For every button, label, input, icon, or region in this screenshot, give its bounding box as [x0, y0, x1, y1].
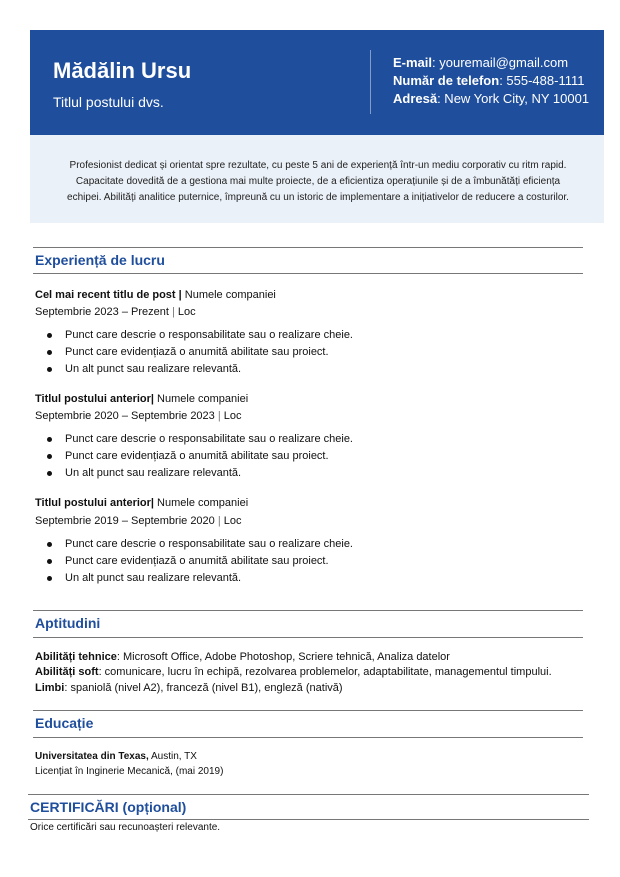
skill-label: Abilități soft: [35, 666, 99, 678]
skill-value: : spaniolă (nivel A2), franceză (nivel B1), engleză (nativă): [64, 682, 343, 694]
section-rule: [33, 273, 583, 274]
section-rule: [28, 794, 589, 795]
address-value: : New York City, NY 10001: [437, 91, 590, 106]
job-company: Numele companiei: [181, 289, 276, 301]
job-heading: [35, 393, 248, 405]
job-bullets: [35, 327, 353, 378]
section-rule: [28, 819, 589, 820]
pipe-divider: |: [217, 515, 221, 527]
bullet-icon: [47, 471, 52, 476]
bullet-icon: [47, 542, 52, 547]
contact-email: [393, 54, 589, 72]
job-position: Titlul postului anterior|: [35, 497, 154, 509]
list-item: [35, 327, 353, 344]
school-name: Universitatea din Texas,: [35, 751, 149, 762]
pipe-divider: |: [217, 410, 221, 422]
header-band: [30, 30, 604, 135]
section-rule: [33, 610, 583, 611]
job-location: Loc: [220, 410, 242, 422]
job-dates: [35, 515, 242, 527]
address-label: Adresă: [393, 91, 438, 106]
skill-value: : Microsoft Office, Adobe Photoshop, Scriere tehnică, Analiza datelor: [116, 651, 450, 663]
bullet-icon: [47, 350, 52, 355]
job-heading: [35, 497, 248, 509]
list-item: [35, 553, 353, 570]
job-location: Loc: [174, 306, 196, 318]
education-degree: Licențiat în Inginerie Mecanică, (mai 2019): [35, 766, 224, 777]
bullet-text: Un alt punct sau realizare relevantă.: [65, 572, 242, 584]
list-item: [35, 570, 353, 587]
skill-line-soft: [35, 666, 552, 678]
list-item: [35, 536, 353, 553]
bullet-text: Punct care evidențiază o anumită abilitate sau proiect.: [65, 555, 329, 567]
job-dates: [35, 306, 196, 318]
job-date-range: Septembrie 2023 – Prezent: [35, 306, 172, 318]
bullet-icon: [47, 454, 52, 459]
skill-value: : comunicare, lucru în echipă, rezolvarea problemelor, adaptabilitate, managementul timpului.: [98, 666, 552, 678]
bullet-text: Punct care evidențiază o anumită abilitate sau proiect.: [65, 450, 329, 462]
section-title-certifications: CERTIFICĂRI (opțional): [30, 799, 187, 815]
contact-block: [393, 54, 589, 108]
candidate-job-title: Titlul postului dvs.: [53, 94, 164, 110]
skill-line-technical: [35, 651, 450, 663]
list-item: [35, 344, 353, 361]
bullet-icon: [47, 367, 52, 372]
header-divider: [370, 50, 371, 114]
job-position: Cel mai recent titlu de post |: [35, 289, 182, 301]
section-title-education: Educație: [35, 715, 94, 731]
pipe-divider: |: [171, 306, 175, 318]
summary-text: Profesionist dedicat și orientat spre rezultate, cu peste 5 ani de experiență într-un mediu corporativ cu ritm rapid. Capacitate dovedită de a gestiona mai multe proiecte, de a eficientiza operațiunile și de a îmbunătăți eficiența echipei. Abilități analitice puternice, împreună cu un istoric de implementare a inițiativelor de reducere a costurilor.: [67, 160, 569, 203]
list-item: [35, 431, 353, 448]
bullet-icon: [47, 559, 52, 564]
job-company: Numele companiei: [154, 393, 249, 405]
job-date-range: Septembrie 2020 – Septembrie 2023: [35, 410, 218, 422]
job-heading: [35, 289, 276, 301]
bullet-icon: [47, 333, 52, 338]
education-school: [35, 751, 197, 762]
phone-value: : 555-488-1111: [499, 73, 585, 88]
bullet-text: Un alt punct sau realizare relevantă.: [65, 363, 242, 375]
list-item: [35, 465, 353, 482]
job-position: Titlul postului anterior|: [35, 393, 154, 405]
bullet-text: Punct care descrie o responsabilitate sau o realizare cheie.: [65, 538, 353, 550]
bullet-text: Punct care evidențiază o anumită abilitate sau proiect.: [65, 346, 329, 358]
section-rule: [33, 737, 583, 738]
email-label: E-mail: [393, 55, 433, 70]
section-rule: [33, 710, 583, 711]
contact-address: [393, 90, 589, 108]
section-title-skills: Aptitudini: [35, 615, 101, 631]
bullet-icon: [47, 576, 52, 581]
job-location: Loc: [220, 515, 242, 527]
summary-box: [30, 135, 604, 223]
phone-label: Număr de telefon: [393, 73, 500, 88]
job-bullets: [35, 536, 353, 587]
job-dates: [35, 410, 242, 422]
skill-label: Abilități tehnice: [35, 651, 117, 663]
bullet-text: Punct care descrie o responsabilitate sau o realizare cheie.: [65, 433, 353, 445]
bullet-icon: [47, 437, 52, 442]
bullet-text: Punct care descrie o responsabilitate sau o realizare cheie.: [65, 329, 353, 341]
list-item: [35, 448, 353, 465]
certifications-text: Orice certificări sau recunoașteri relevante.: [30, 822, 221, 833]
section-rule: [33, 247, 583, 248]
job-date-range: Septembrie 2019 – Septembrie 2020: [35, 515, 218, 527]
section-title-experience: Experiență de lucru: [35, 252, 165, 268]
list-item: [35, 361, 353, 378]
section-rule: [33, 637, 583, 638]
school-city: Austin, TX: [148, 751, 197, 762]
skill-line-languages: [35, 682, 343, 694]
skill-label: Limbi: [35, 682, 65, 694]
email-value: : youremail@gmail.com: [432, 55, 569, 70]
job-company: Numele companiei: [154, 497, 249, 509]
job-bullets: [35, 431, 353, 482]
contact-phone: [393, 72, 589, 90]
bullet-text: Un alt punct sau realizare relevantă.: [65, 467, 242, 479]
candidate-name: Mădălin Ursu: [53, 58, 192, 83]
